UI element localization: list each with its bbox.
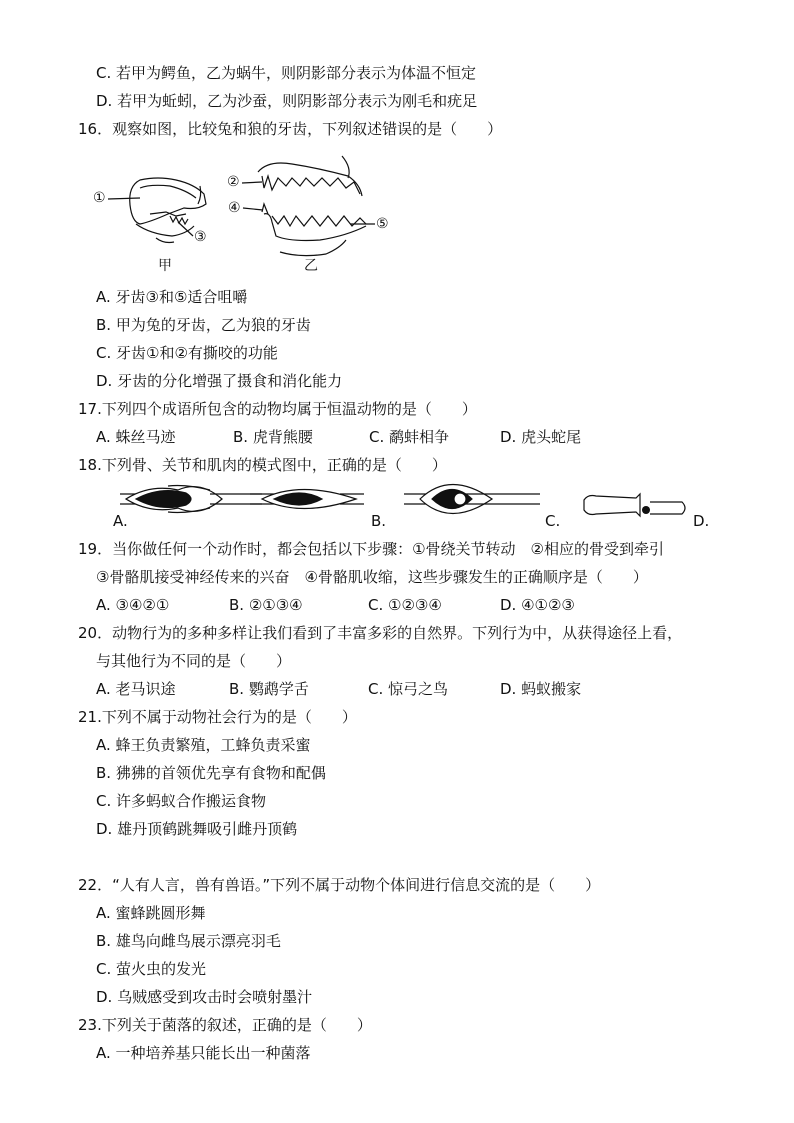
q18-stem: 18.下列骨、关节和肌肉的模式图中，正确的是（ ） xyxy=(78,456,447,474)
q19-stem-line1: 19．当你做任何一个动作时，都会包括以下步骤：①骨绕关节转动 ②相应的骨受到牵引 xyxy=(78,540,664,558)
q19-stem-line2: ③骨骼肌接受神经传来的兴奋 ④骨骼肌收缩，这些步骤发生的正确顺序是（ ） xyxy=(96,568,648,586)
q15-option-c: C. 若甲为鳄鱼，乙为蜗牛，则阴影部分表示为体温不恒定 xyxy=(96,64,477,82)
q18-option-b: B. xyxy=(371,512,387,530)
q16-caption-yi: 乙 xyxy=(304,258,318,274)
q16-label-2: ② xyxy=(227,174,240,190)
q21-option-a: A. 蜂王负责繁殖，工蜂负责采蜜 xyxy=(96,736,311,754)
q21-option-b: B. 狒狒的首领优先享有食物和配偶 xyxy=(96,764,326,782)
q16-label-1: ① xyxy=(93,190,106,206)
q21-option-c: C. 许多蚂蚁合作搬运食物 xyxy=(96,792,267,810)
q16-option-a: A. 牙齿③和⑤适合咀嚼 xyxy=(96,288,248,306)
q16-label-4: ④ xyxy=(228,200,241,216)
q19-option-a: A. ③④②① xyxy=(96,596,170,614)
q20-option-b: B. 鹦鹉学舌 xyxy=(229,680,309,698)
q21-stem: 21.下列不属于动物社会行为的是（ ） xyxy=(78,708,357,726)
q16-label-5: ⑤ xyxy=(376,216,389,232)
q20-option-d: D. 蚂蚁搬家 xyxy=(500,680,582,698)
q17-stem: 17.下列四个成语所包含的动物均属于恒温动物的是（ ） xyxy=(78,400,477,418)
q20-stem-line1: 20．动物行为的多种多样让我们看到了丰富多彩的自然界。下列行为中，从获得途径上看， xyxy=(78,624,683,642)
q16-option-c: C. 牙齿①和②有撕咬的功能 xyxy=(96,344,278,362)
q16-label-3: ③ xyxy=(194,229,207,245)
q17-option-a: A. 蛛丝马迹 xyxy=(96,428,176,446)
q22-stem: 22．“人有人言，兽有兽语。”下列不属于动物个体间进行信息交流的是（ ） xyxy=(78,876,601,894)
q21-option-d: D. 雄丹顶鹤跳舞吸引雌丹顶鹤 xyxy=(96,820,298,838)
q16-option-b: B. 甲为兔的牙齿，乙为狼的牙齿 xyxy=(96,316,311,334)
q18-option-a: A. xyxy=(113,512,128,530)
q16-caption-jia: 甲 xyxy=(158,258,172,274)
q22-option-d: D. 乌贼感受到攻击时会喷射墨汁 xyxy=(96,988,313,1006)
q15-option-d: D. 若甲为蚯蚓，乙为沙蚕，则阴影部分表示为刚毛和疣足 xyxy=(96,92,478,110)
q23-option-a: A. 一种培养基只能长出一种菌落 xyxy=(96,1044,311,1062)
q20-stem-line2: 与其他行为不同的是（ ） xyxy=(96,652,292,670)
q17-option-d: D. 虎头蛇尾 xyxy=(500,428,582,446)
q22-option-a: A. 蜜蜂跳圆形舞 xyxy=(96,904,206,922)
q17-option-b: B. 虎背熊腰 xyxy=(233,428,313,446)
q19-option-d: D. ④①②③ xyxy=(500,596,575,614)
q20-option-a: A. 老马识途 xyxy=(96,680,176,698)
q18-option-d: D. xyxy=(693,512,710,530)
q19-option-b: B. ②①③④ xyxy=(229,596,303,614)
q19-option-c: C. ①②③④ xyxy=(368,596,442,614)
q16-stem: 16．观察如图，比较兔和狼的牙齿，下列叙述错误的是（ ） xyxy=(78,120,503,138)
q17-option-c: C. 鹬蚌相争 xyxy=(369,428,450,446)
q18-option-c: C. xyxy=(545,512,561,530)
q22-option-b: B. 雄鸟向雌鸟展示漂亮羽毛 xyxy=(96,932,281,950)
q16-option-d: D. 牙齿的分化增强了摄食和消化能力 xyxy=(96,372,343,390)
q23-stem: 23.下列关于菌落的叙述，正确的是（ ） xyxy=(78,1016,372,1034)
q20-option-c: C. 惊弓之鸟 xyxy=(368,680,449,698)
q22-option-c: C. 萤火虫的发光 xyxy=(96,960,207,978)
